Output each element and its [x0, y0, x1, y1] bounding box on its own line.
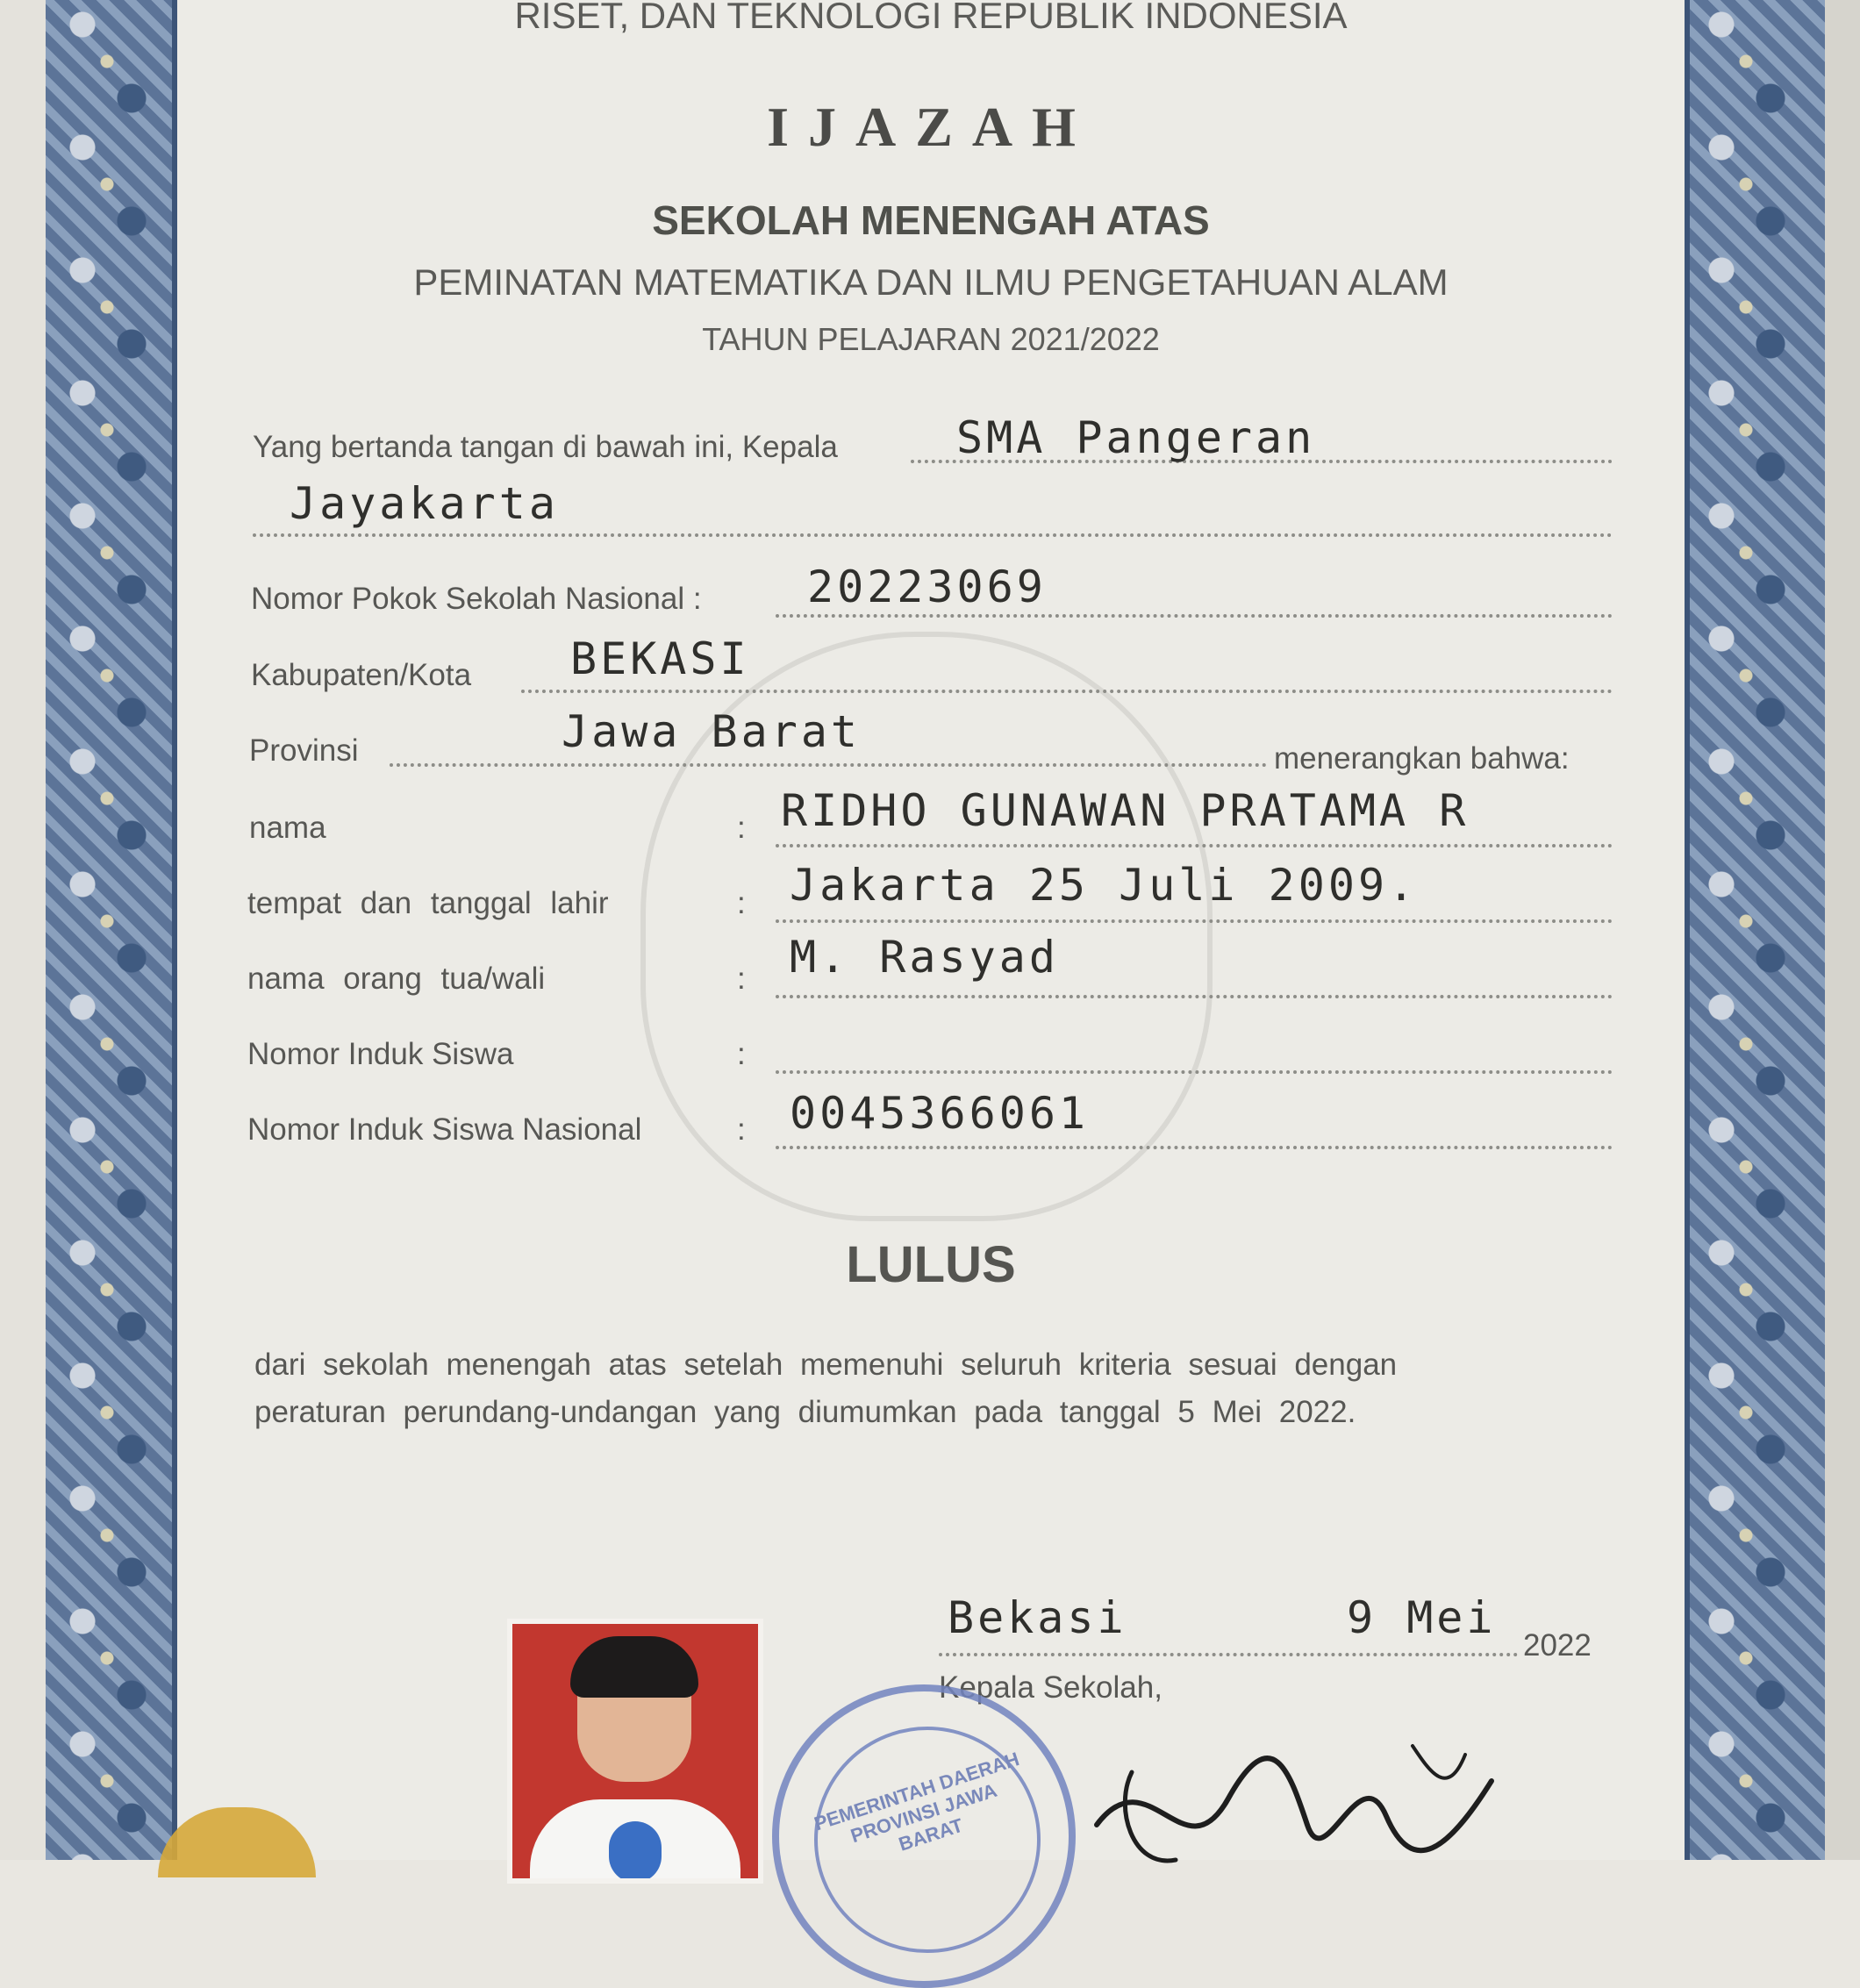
dotted-line: [776, 1070, 1613, 1074]
dotted-line: [776, 844, 1613, 847]
dotted-line: [776, 919, 1613, 923]
parent-value: M. Rasyad: [790, 932, 1059, 983]
school-type: SEKOLAH MENENGAH ATAS: [652, 197, 1210, 243]
dotted-line: [776, 1146, 1613, 1149]
result-line2: peraturan perundang-undangan yang diumumkan pada tanggal 5 Mei 2022.: [254, 1395, 1356, 1429]
dotted-line: [253, 533, 1613, 537]
right-ornamental-border: [1685, 0, 1825, 1860]
parent-label: nama orang tua/wali: [247, 962, 546, 996]
school-name-line1: SMA Pangeran: [956, 412, 1316, 463]
certify-label: menerangkan bahwa:: [1274, 741, 1570, 776]
dotted-line: [939, 1653, 1518, 1656]
dotted-line: [390, 763, 1267, 767]
result-line1: dari sekolah menengah atas setelah memenuhi seluruh kriteria sesuai dengan: [254, 1348, 1398, 1382]
student-name: RIDHO GUNAWAN PRATAMA R: [781, 785, 1470, 836]
dotted-line: [521, 690, 1613, 693]
colon: :: [737, 886, 746, 920]
colon: :: [737, 1112, 746, 1147]
official-stamp: [772, 1684, 1076, 1988]
dotted-line: [776, 614, 1613, 618]
birth-label: tempat dan tanggal lahir: [247, 886, 609, 920]
province-label: Provinsi: [249, 733, 359, 768]
principal-signature: [1079, 1720, 1518, 1895]
academic-year: TAHUN PELAJARAN 2021/2022: [702, 321, 1160, 357]
photo-hair: [570, 1636, 698, 1698]
province-value: Jawa Barat: [562, 706, 862, 757]
graduation-status: LULUS: [846, 1236, 1016, 1293]
student-photo: [507, 1619, 763, 1884]
city-value: BEKASI: [570, 633, 750, 684]
colon: :: [737, 811, 746, 845]
name-label: nama: [249, 811, 326, 845]
signing-place: Bekasi: [948, 1592, 1127, 1643]
left-margin: [0, 0, 46, 1860]
colon: :: [737, 1037, 746, 1071]
nisn-value: 0045366061: [790, 1088, 1090, 1139]
intro-label: Yang bertanda tangan di bawah ini, Kepala: [253, 430, 838, 464]
colon: :: [737, 962, 746, 996]
stamp-text: PEMERINTAH DAERAH PROVINSI JAWA BARAT: [811, 1748, 1022, 1856]
principal-role: Kepala Sekolah,: [939, 1670, 1162, 1705]
program-line: PEMINATAN MATEMATIKA DAN ILMU PENGETAHUAN ALAM: [413, 261, 1449, 303]
dotted-line: [776, 995, 1613, 998]
garuda-emblem: [158, 1807, 316, 1877]
signing-date: 9 Mei: [1347, 1592, 1497, 1643]
signing-year: 2022: [1523, 1628, 1592, 1663]
npsn-value: 20223069: [807, 561, 1047, 612]
npsn-label: Nomor Pokok Sekolah Nasional :: [251, 582, 702, 616]
school-name-line2: Jayakarta: [290, 478, 559, 529]
left-ornamental-border: [46, 0, 177, 1860]
ministry-line: RISET, DAN TEKNOLOGI REPUBLIK INDONESIA: [514, 0, 1348, 36]
right-margin: [1825, 0, 1860, 1860]
certificate-title: IJAZAH: [767, 96, 1095, 158]
nis-label: Nomor Induk Siswa: [247, 1037, 514, 1071]
city-label: Kabupaten/Kota: [251, 658, 472, 692]
nisn-label: Nomor Induk Siswa Nasional: [247, 1112, 642, 1147]
birth-value: Jakarta 25 Juli 2009.: [790, 860, 1419, 911]
photo-tie: [609, 1821, 662, 1883]
